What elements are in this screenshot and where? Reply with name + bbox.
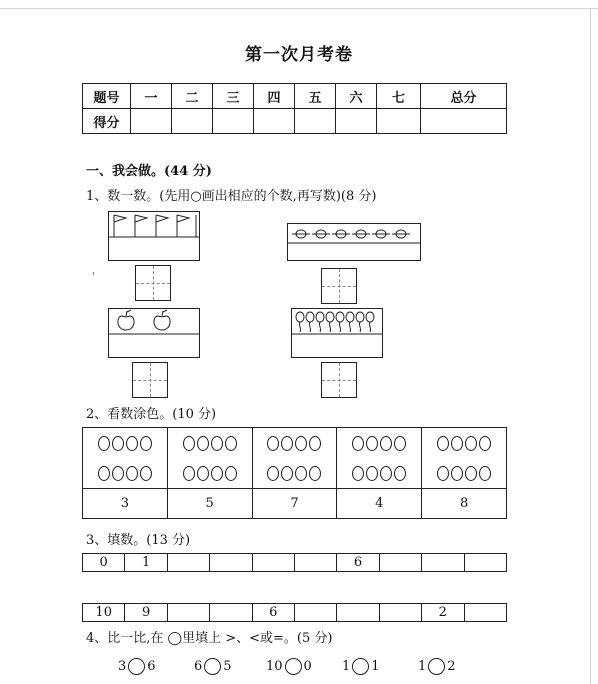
circle-icon[interactable] (437, 436, 449, 451)
circle-icon[interactable] (211, 436, 223, 451)
circle-icon[interactable] (98, 466, 110, 481)
circle-icon[interactable] (281, 466, 293, 481)
compare-right: 6 (147, 659, 156, 674)
circle-group (422, 428, 507, 489)
compare-circle-icon[interactable] (352, 658, 369, 675)
answer-grid-flags[interactable] (135, 265, 171, 301)
fill-cell[interactable] (464, 604, 506, 622)
circle-icon[interactable] (479, 466, 491, 481)
fill-cell[interactable]: 10 (83, 604, 125, 622)
circle-icon[interactable] (225, 466, 237, 481)
question-3-text: 3、填数。(13 分) (86, 533, 191, 548)
circle-icon[interactable] (352, 466, 364, 481)
fill-cell[interactable] (294, 604, 336, 622)
circle-icon[interactable] (295, 466, 307, 481)
score-header-cell: 七 (377, 84, 421, 109)
compare-left: 6 (194, 659, 203, 674)
balloons-icon (291, 308, 383, 358)
compare-left: 1 (418, 659, 427, 674)
circle-group (167, 428, 252, 489)
fill-cell[interactable] (294, 554, 336, 572)
score-header-cell: 总分 (421, 84, 507, 109)
compare-circle-icon[interactable] (128, 658, 145, 675)
circle-icon[interactable] (380, 436, 392, 451)
circle-icon[interactable] (309, 436, 321, 451)
fill-cell[interactable] (252, 554, 294, 572)
circle-icon[interactable] (465, 436, 477, 451)
score-cell[interactable] (295, 109, 336, 134)
circle-icon[interactable] (366, 466, 378, 481)
fill-cell[interactable] (210, 554, 252, 572)
question-4-text: 4、比一比,在 ◯里填上 >、<或=。(5 分) (86, 631, 333, 646)
circle-icon[interactable] (281, 436, 293, 451)
circle-icon[interactable] (366, 436, 378, 451)
page-top-border (0, 8, 598, 9)
circle-icon[interactable] (267, 466, 279, 481)
circle-icon[interactable] (465, 466, 477, 481)
compare-left: 10 (266, 659, 283, 674)
fill-cell[interactable]: 0 (83, 554, 125, 572)
circle-icon[interactable] (98, 436, 110, 451)
page-title: 第一次月考卷 (245, 45, 353, 65)
score-header-cell: 题号 (83, 84, 131, 109)
fill-cell[interactable] (464, 554, 506, 572)
section-heading: 一、我会做。(44 分) (86, 164, 212, 179)
score-cell[interactable] (254, 109, 295, 134)
question-1-text: 1、数一数。(先用○画出相应的个数,再写数)(8 分) (86, 189, 377, 204)
compare-item (118, 658, 156, 675)
candies-icon (287, 223, 421, 261)
fill-cell[interactable] (167, 554, 209, 572)
score-cell[interactable] (172, 109, 213, 134)
circle-icon[interactable] (295, 436, 307, 451)
score-header-cell: 五 (295, 84, 336, 109)
circle-icon[interactable] (451, 436, 463, 451)
circle-icon[interactable] (394, 436, 406, 451)
fill-cell[interactable]: 2 (422, 604, 464, 622)
apples-icon (108, 308, 200, 358)
compare-circle-icon[interactable] (204, 658, 221, 675)
circle-icon[interactable] (140, 436, 152, 451)
score-header-cell: 四 (254, 84, 295, 109)
fill-cell[interactable] (337, 604, 379, 622)
compare-right: 2 (447, 659, 456, 674)
fill-cell[interactable] (167, 604, 209, 622)
fill-cell[interactable]: 6 (337, 554, 379, 572)
compare-right: 0 (303, 659, 312, 674)
circle-icon[interactable] (183, 436, 195, 451)
compare-item (418, 658, 456, 675)
fill-number-row-1 (82, 553, 507, 572)
score-header-cell: 一 (131, 84, 172, 109)
answer-grid-candies[interactable] (321, 268, 357, 304)
score-header-cell: 六 (336, 84, 377, 109)
circle-icon[interactable] (267, 436, 279, 451)
fill-cell[interactable] (379, 554, 421, 572)
stray-mark: ' (92, 270, 96, 283)
color-count: 4 (337, 489, 422, 519)
score-header-cell: 三 (213, 84, 254, 109)
compare-right: 5 (223, 659, 232, 674)
circle-icon[interactable] (183, 466, 195, 481)
fill-cell[interactable] (379, 604, 421, 622)
coloring-table (82, 427, 507, 519)
flags-icon (108, 211, 200, 261)
page-right-border (590, 8, 591, 684)
circle-icon[interactable] (140, 466, 152, 481)
circle-icon[interactable] (197, 436, 209, 451)
fill-cell[interactable] (210, 604, 252, 622)
circle-icon[interactable] (380, 466, 392, 481)
circle-group (83, 428, 168, 489)
circle-icon[interactable] (126, 436, 138, 451)
question-2-text: 2、看数涂色。(10 分) (86, 407, 217, 422)
circle-icon[interactable] (211, 466, 223, 481)
fill-cell[interactable] (422, 554, 464, 572)
circle-icon[interactable] (451, 466, 463, 481)
score-table (82, 83, 507, 134)
compare-item (194, 658, 232, 675)
circle-icon[interactable] (112, 436, 124, 451)
circle-icon[interactable] (352, 436, 364, 451)
score-cell[interactable] (421, 109, 507, 134)
color-count: 8 (422, 489, 507, 519)
fill-number-row-2 (82, 603, 507, 622)
color-count: 7 (252, 489, 337, 519)
circle-icon[interactable] (437, 466, 449, 481)
compare-left: 1 (342, 659, 351, 674)
circle-icon[interactable] (126, 466, 138, 481)
circle-icon[interactable] (479, 436, 491, 451)
circle-icon[interactable] (112, 466, 124, 481)
compare-item (342, 658, 380, 675)
compare-left: 3 (118, 659, 127, 674)
color-count: 3 (83, 489, 168, 519)
circle-icon[interactable] (197, 466, 209, 481)
score-row-label: 得分 (83, 109, 131, 134)
fill-cell[interactable]: 1 (125, 554, 167, 572)
compare-circle-icon[interactable] (285, 658, 302, 675)
compare-right: 1 (371, 659, 380, 674)
score-cell[interactable] (131, 109, 172, 134)
fill-cell[interactable]: 9 (125, 604, 167, 622)
circle-icon[interactable] (225, 436, 237, 451)
circle-group (337, 428, 422, 489)
answer-grid-balloons[interactable] (321, 362, 357, 398)
score-cell[interactable] (213, 109, 254, 134)
circle-icon[interactable] (309, 466, 321, 481)
compare-circle-icon[interactable] (428, 658, 445, 675)
score-cell[interactable] (336, 109, 377, 134)
answer-grid-apples[interactable] (132, 362, 168, 398)
score-header-cell: 二 (172, 84, 213, 109)
circle-group (252, 428, 337, 489)
color-count: 5 (167, 489, 252, 519)
score-cell[interactable] (377, 109, 421, 134)
fill-cell[interactable]: 6 (252, 604, 294, 622)
circle-icon[interactable] (394, 466, 406, 481)
compare-item (266, 658, 312, 675)
